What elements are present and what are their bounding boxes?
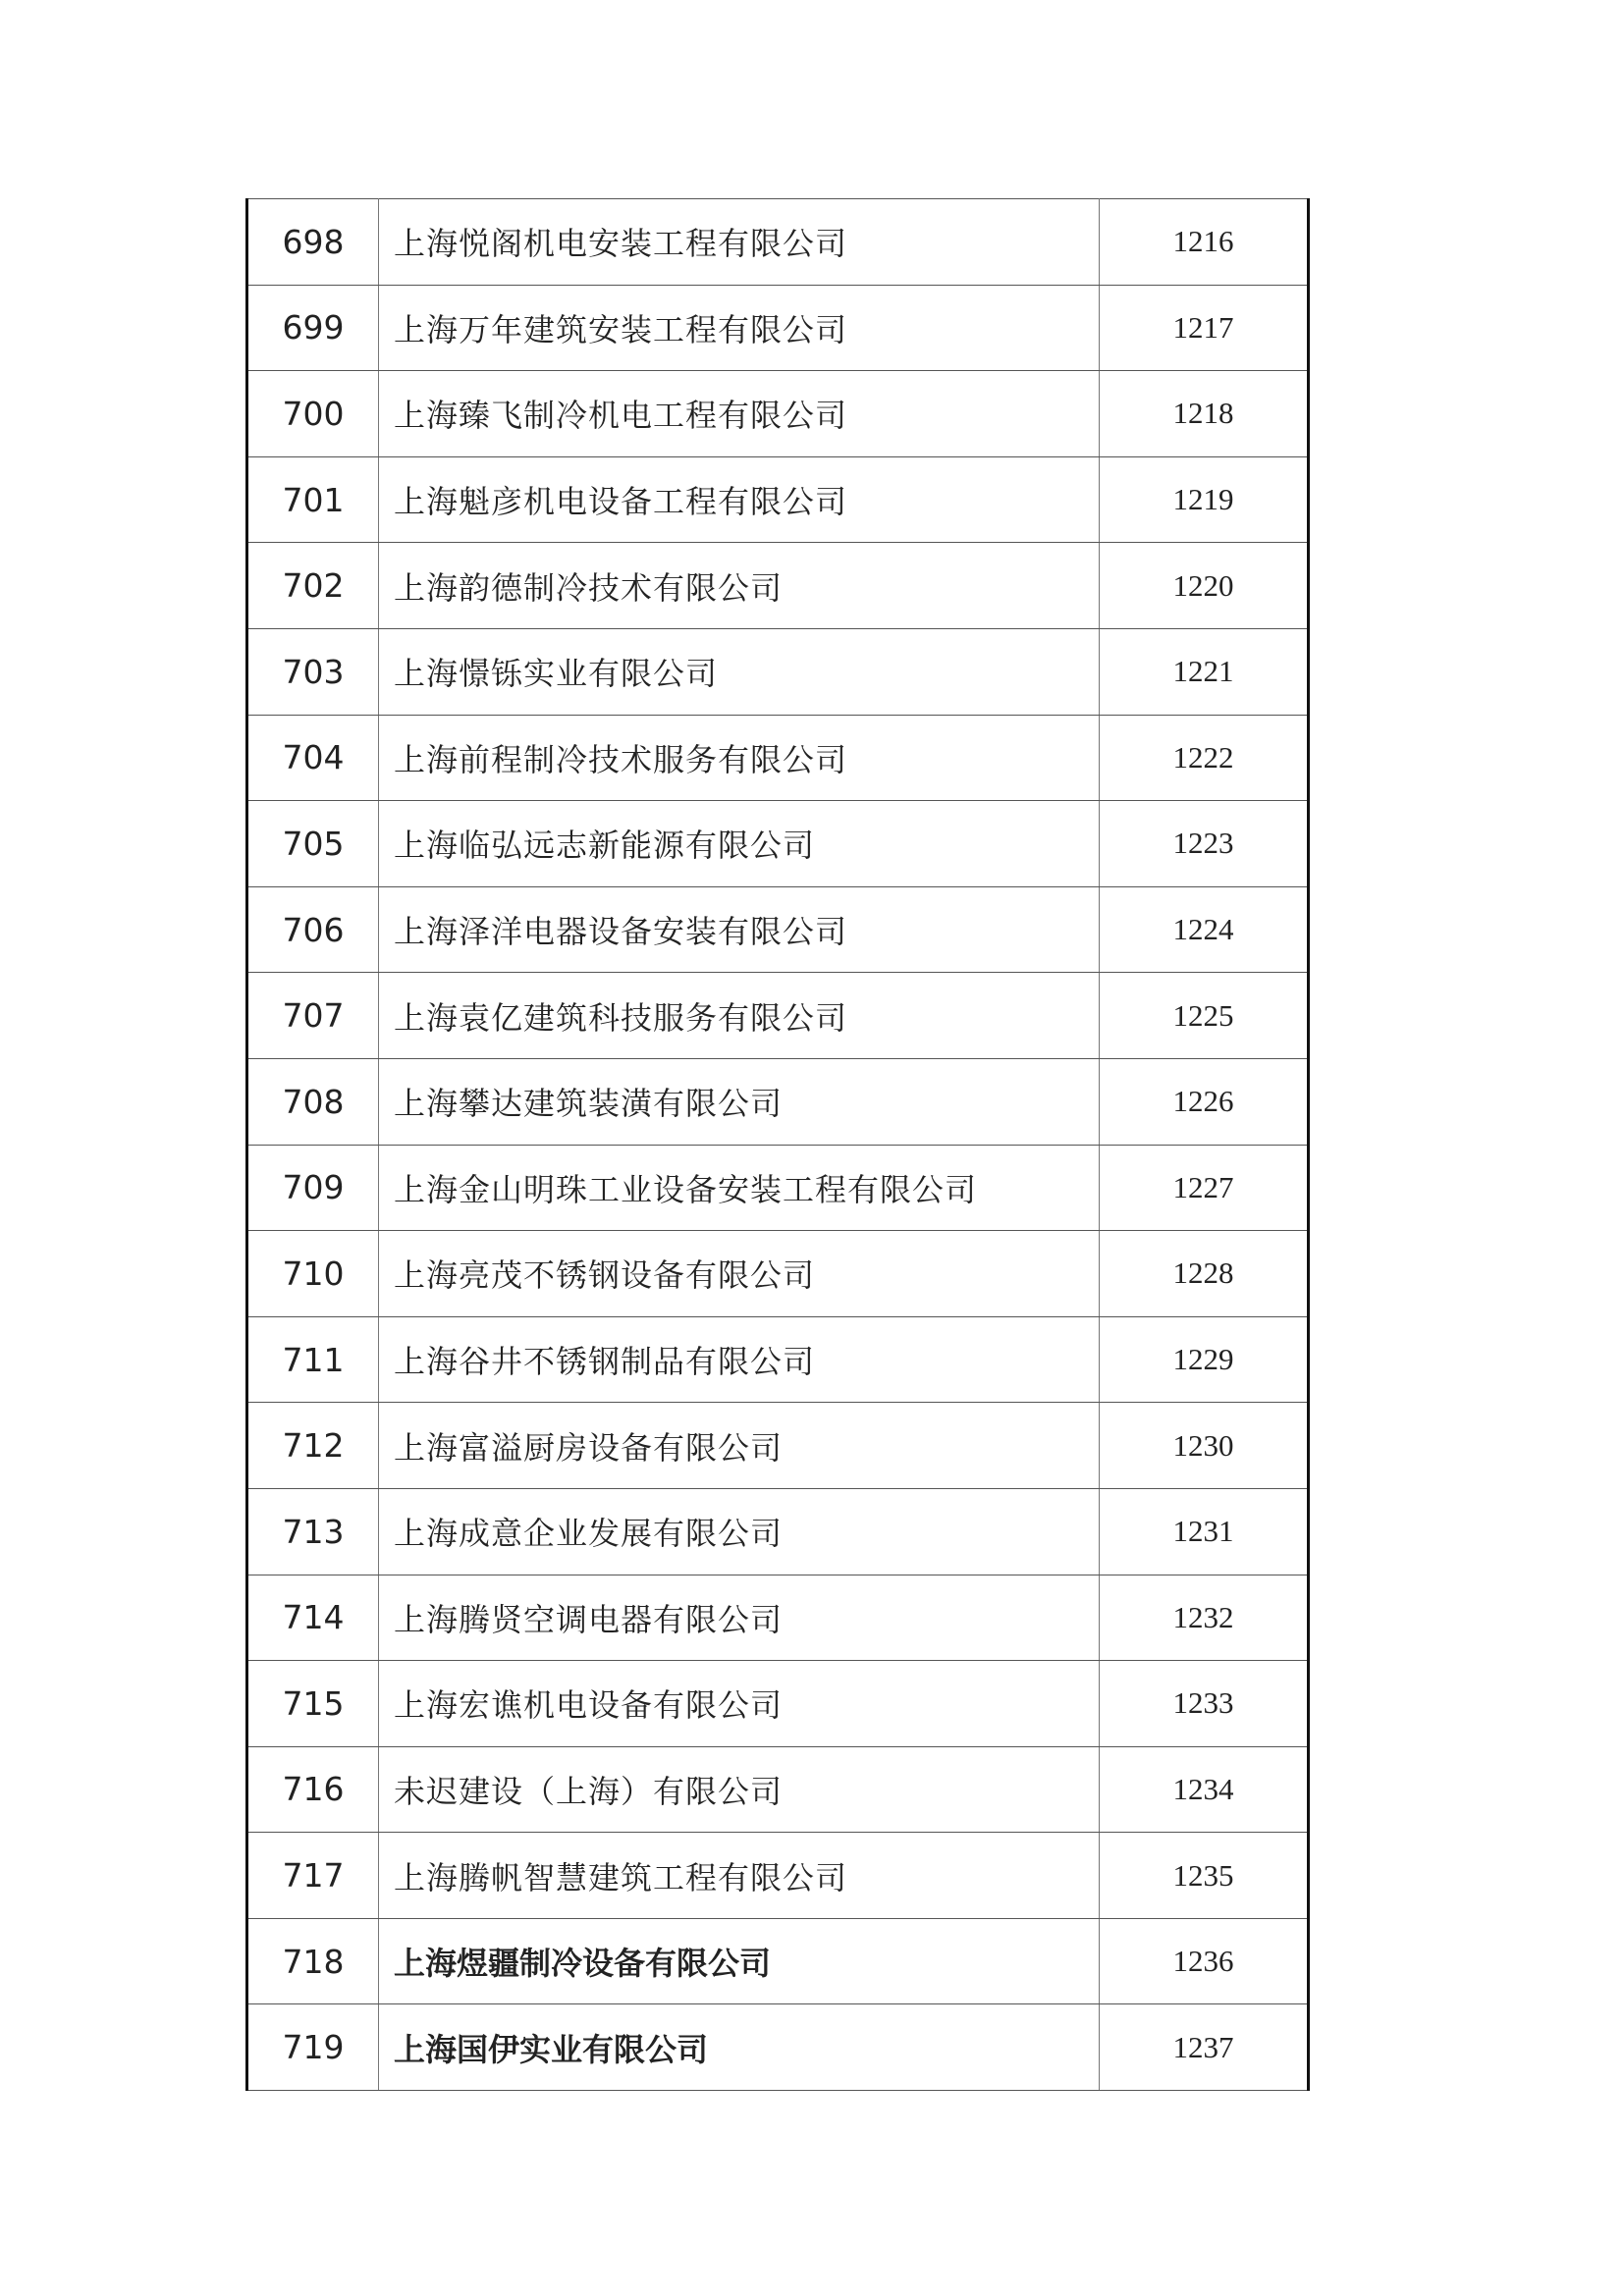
table-row [247,371,1309,457]
table-row [247,543,1309,629]
row-index: 713 [247,1488,379,1575]
row-index: 705 [247,801,379,887]
company-name: 上海腾帆智慧建筑工程有限公司 [379,1833,1100,1919]
row-index: 716 [247,1746,379,1833]
table-row [247,801,1309,887]
table-row [247,456,1309,543]
row-code: 1227 [1100,1145,1309,1231]
row-code: 1224 [1100,886,1309,973]
table-row [247,285,1309,371]
row-code: 1229 [1100,1316,1309,1403]
company-name: 上海憬铄实业有限公司 [379,628,1100,715]
row-index: 712 [247,1403,379,1489]
table-row [247,1403,1309,1489]
row-index: 710 [247,1231,379,1317]
table-row [247,1316,1309,1403]
row-code: 1236 [1100,1918,1309,2004]
row-index: 714 [247,1575,379,1661]
company-name: 上海袁亿建筑科技服务有限公司 [379,973,1100,1059]
row-index: 715 [247,1661,379,1747]
row-code: 1220 [1100,543,1309,629]
company-name: 上海臻飞制冷机电工程有限公司 [379,371,1100,457]
row-code: 1217 [1100,285,1309,371]
row-index: 719 [247,2004,379,2091]
company-name: 上海谷井不锈钢制品有限公司 [379,1316,1100,1403]
row-index: 709 [247,1145,379,1231]
table-row [247,1746,1309,1833]
row-index: 706 [247,886,379,973]
row-code: 1228 [1100,1231,1309,1317]
row-index: 704 [247,715,379,801]
table-row [247,1231,1309,1317]
row-index: 703 [247,628,379,715]
company-name: 上海宏谯机电设备有限公司 [379,1661,1100,1747]
table-row [247,1145,1309,1231]
row-code: 1230 [1100,1403,1309,1489]
company-name: 上海前程制冷技术服务有限公司 [379,715,1100,801]
row-index: 701 [247,456,379,543]
table-row [247,1058,1309,1145]
company-name: 上海腾贤空调电器有限公司 [379,1575,1100,1661]
row-code: 1225 [1100,973,1309,1059]
company-name: 上海魁彦机电设备工程有限公司 [379,456,1100,543]
table-row [247,2004,1309,2091]
table-row [247,973,1309,1059]
row-code: 1216 [1100,199,1309,286]
table-row [247,1918,1309,2004]
row-code: 1237 [1100,2004,1309,2091]
table-row [247,199,1309,286]
table-row [247,1575,1309,1661]
row-code: 1218 [1100,371,1309,457]
row-code: 1221 [1100,628,1309,715]
company-name: 上海临弘远志新能源有限公司 [379,801,1100,887]
table-row [247,1488,1309,1575]
company-list-table [245,198,1310,2091]
table-row [247,1833,1309,1919]
company-name: 上海金山明珠工业设备安装工程有限公司 [379,1145,1100,1231]
company-name: 上海亮茂不锈钢设备有限公司 [379,1231,1100,1317]
table-row [247,715,1309,801]
table-row [247,886,1309,973]
company-name: 未迟建设（上海）有限公司 [379,1746,1100,1833]
row-index: 698 [247,199,379,286]
company-name: 上海万年建筑安装工程有限公司 [379,285,1100,371]
table-row [247,628,1309,715]
company-name: 上海国伊实业有限公司 [379,2004,1100,2091]
company-name: 上海攀达建筑装潢有限公司 [379,1058,1100,1145]
company-name: 上海悦阁机电安装工程有限公司 [379,199,1100,286]
row-code: 1233 [1100,1661,1309,1747]
row-code: 1223 [1100,801,1309,887]
row-code: 1232 [1100,1575,1309,1661]
company-name: 上海成意企业发展有限公司 [379,1488,1100,1575]
row-index: 702 [247,543,379,629]
row-index: 700 [247,371,379,457]
table-row [247,1661,1309,1747]
row-index: 717 [247,1833,379,1919]
row-index: 711 [247,1316,379,1403]
row-code: 1235 [1100,1833,1309,1919]
row-code: 1231 [1100,1488,1309,1575]
row-code: 1226 [1100,1058,1309,1145]
row-index: 718 [247,1918,379,2004]
company-name: 上海富溢厨房设备有限公司 [379,1403,1100,1489]
row-index: 699 [247,285,379,371]
company-name: 上海韵德制冷技术有限公司 [379,543,1100,629]
company-name: 上海泽洋电器设备安装有限公司 [379,886,1100,973]
row-code: 1234 [1100,1746,1309,1833]
row-index: 708 [247,1058,379,1145]
company-name: 上海煜疆制冷设备有限公司 [379,1918,1100,2004]
row-code: 1219 [1100,456,1309,543]
row-code: 1222 [1100,715,1309,801]
row-index: 707 [247,973,379,1059]
